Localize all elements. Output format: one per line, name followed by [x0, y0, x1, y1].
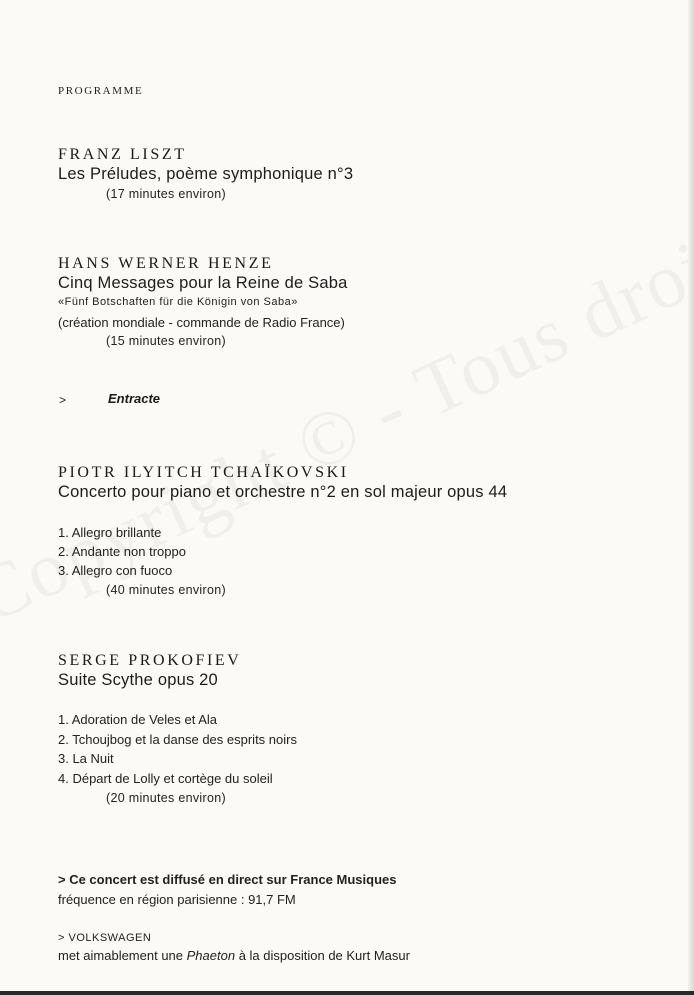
movement-prokofiev-1: 1. Adoration de Veles et Ala	[58, 712, 218, 727]
page-edge-bottom	[0, 991, 694, 995]
duration-prokofiev: (20 minutes environ)	[106, 791, 226, 805]
composer-tchaikovski: PIOTR ILYITCH TCHAÏKOVSKI	[58, 464, 349, 481]
movement-prokofiev-2: 2. Tchoujbog et la danse des esprits noirs	[58, 732, 297, 747]
composer-henze: HANS WERNER HENZE	[58, 255, 274, 272]
composer-liszt: FRANZ LISZT	[58, 146, 187, 163]
entracte-label: Entracte	[108, 391, 161, 406]
sponsor-text-after: à la disposition de Kurt Masur	[238, 948, 410, 963]
sponsor-text-before: met aimablement une	[58, 948, 184, 963]
movement-tchaikovski-1: 1. Allegro brillante	[58, 525, 162, 540]
programme-label: PROGRAMME	[58, 85, 144, 97]
sponsor-car: Phaeton	[186, 948, 236, 963]
movement-tchaikovski-2: 2. Andante non troppo	[58, 544, 186, 559]
note-henze: (création mondiale - commande de Radio France)	[58, 315, 345, 330]
composer-prokofiev: SERGE PROKOFIEV	[58, 652, 242, 669]
duration-liszt: (17 minutes environ)	[106, 187, 226, 201]
broadcast-frequency: fréquence en région parisienne : 91,7 FM	[58, 892, 296, 907]
movement-prokofiev-3: 3. La Nuit	[58, 751, 114, 766]
work-henze: Cinq Messages pour la Reine de Saba	[58, 274, 348, 292]
work-tchaikovski: Concerto pour piano et orchestre n°2 en sol majeur opus 44	[58, 483, 508, 501]
broadcast-notice: > Ce concert est diffusé en direct sur France Musiques	[58, 872, 397, 887]
sponsor-label: > VOLKSWAGEN	[58, 932, 152, 944]
entracte-marker: >	[59, 393, 67, 407]
subtitle-henze: «Fünf Botschaften für die Königin von Saba»	[58, 296, 298, 308]
work-liszt: Les Préludes, poème symphonique n°3	[58, 165, 354, 183]
work-prokofiev: Suite Scythe opus 20	[58, 671, 218, 689]
duration-tchaikovski: (40 minutes environ)	[106, 583, 226, 597]
sponsor-line	[58, 948, 410, 963]
page-edge-right	[688, 0, 694, 995]
movement-prokofiev-4: 4. Départ de Lolly et cortège du soleil	[58, 771, 273, 786]
duration-henze: (15 minutes environ)	[106, 334, 226, 348]
movement-tchaikovski-3: 3. Allegro con fuoco	[58, 563, 173, 578]
